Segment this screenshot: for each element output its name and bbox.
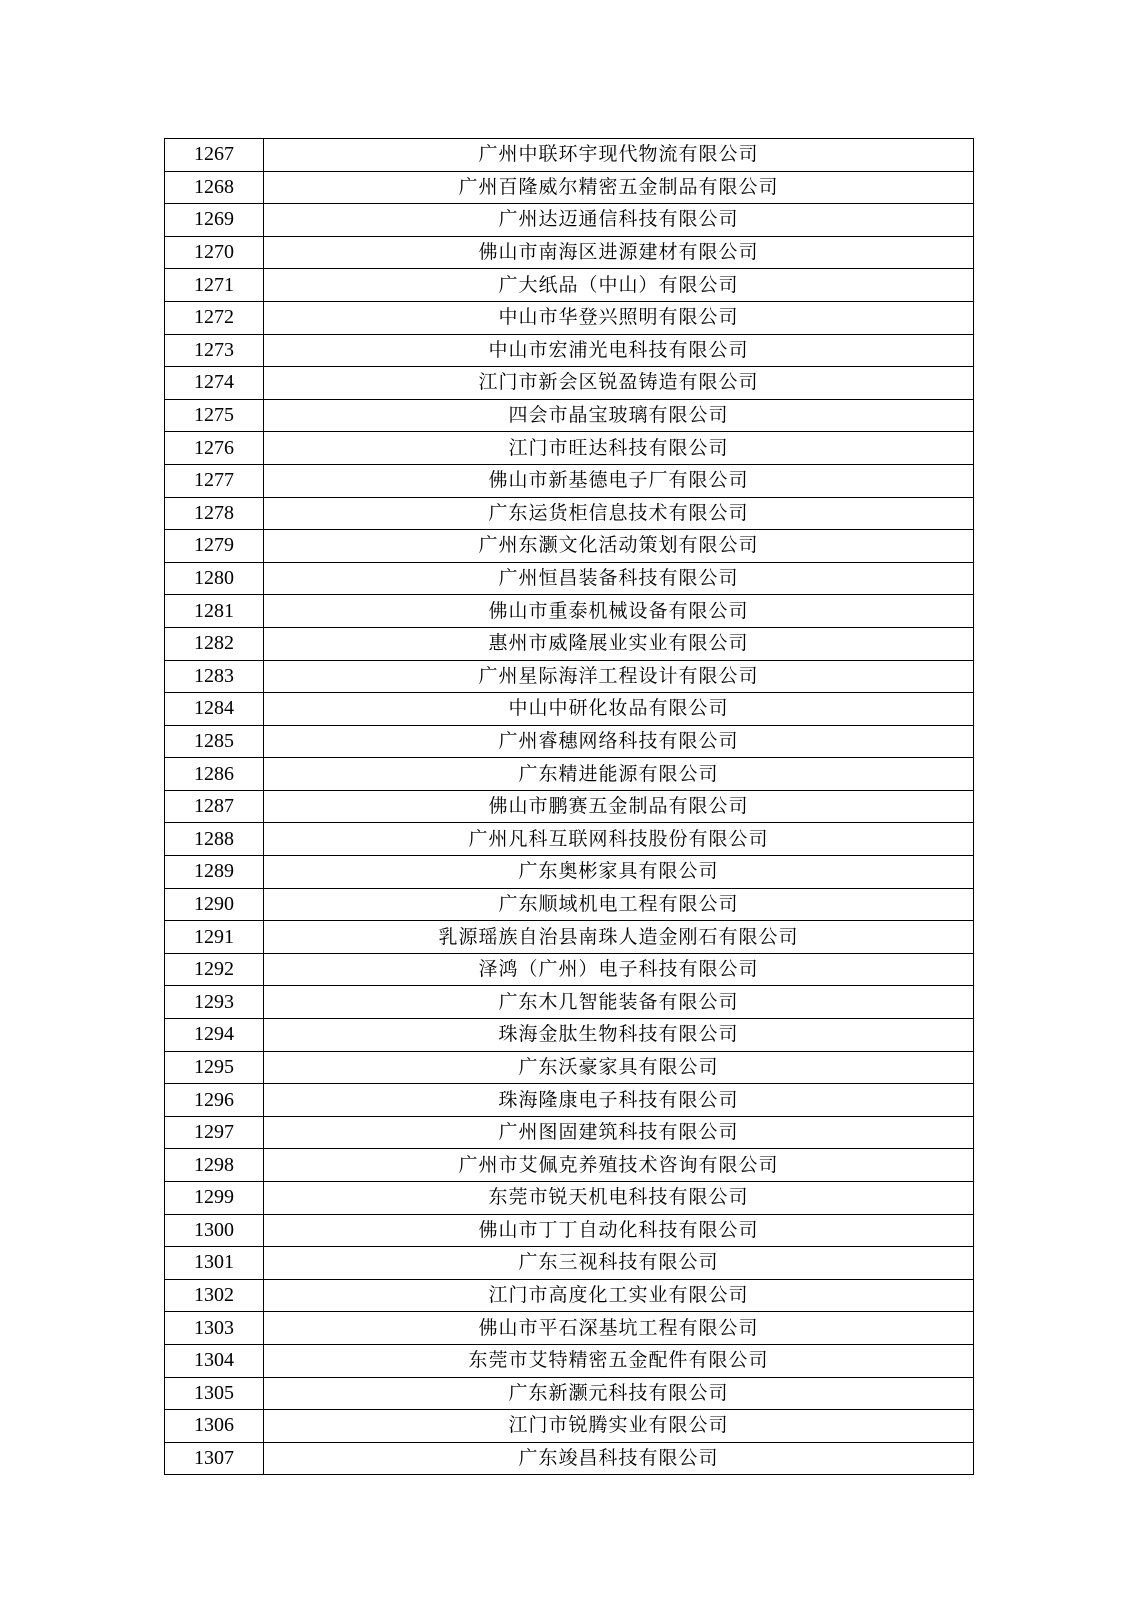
table-row (165, 1442, 974, 1475)
company-name: 广东运货柜信息技术有限公司 (264, 497, 974, 530)
company-name: 广东精进能源有限公司 (264, 758, 974, 791)
table-row (165, 464, 974, 497)
table-row (165, 269, 974, 302)
row-number: 1306 (165, 1410, 264, 1443)
table-row (165, 204, 974, 237)
company-name: 广州凡科互联网科技股份有限公司 (264, 823, 974, 856)
table-row (165, 921, 974, 954)
company-name: 广州睿穗网络科技有限公司 (264, 725, 974, 758)
row-number: 1273 (165, 334, 264, 367)
table-row (165, 236, 974, 269)
company-name: 佛山市丁丁自动化科技有限公司 (264, 1214, 974, 1247)
row-number: 1298 (165, 1149, 264, 1182)
company-name: 珠海隆康电子科技有限公司 (264, 1084, 974, 1117)
table-row (165, 1410, 974, 1443)
company-name: 佛山市南海区进源建材有限公司 (264, 236, 974, 269)
row-number: 1307 (165, 1442, 264, 1475)
table-row (165, 693, 974, 726)
company-name: 佛山市鹏赛五金制品有限公司 (264, 790, 974, 823)
table-body (165, 139, 974, 1475)
table-row (165, 334, 974, 367)
row-number: 1267 (165, 139, 264, 172)
table-row (165, 1214, 974, 1247)
row-number: 1291 (165, 921, 264, 954)
company-name: 广东三视科技有限公司 (264, 1247, 974, 1280)
row-number: 1303 (165, 1312, 264, 1345)
row-number: 1276 (165, 432, 264, 465)
company-name: 广州恒昌装备科技有限公司 (264, 562, 974, 595)
row-number: 1302 (165, 1279, 264, 1312)
row-number: 1272 (165, 301, 264, 334)
company-name: 惠州市威隆展业实业有限公司 (264, 627, 974, 660)
table-row (165, 953, 974, 986)
row-number: 1285 (165, 725, 264, 758)
row-number: 1283 (165, 660, 264, 693)
row-number: 1278 (165, 497, 264, 530)
company-name: 广州达迈通信科技有限公司 (264, 204, 974, 237)
company-name: 广东竣昌科技有限公司 (264, 1442, 974, 1475)
company-name: 江门市新会区锐盈铸造有限公司 (264, 367, 974, 400)
table-row (165, 1051, 974, 1084)
company-name: 中山中研化妆品有限公司 (264, 693, 974, 726)
row-number: 1289 (165, 856, 264, 889)
row-number: 1305 (165, 1377, 264, 1410)
company-name: 广州星际海洋工程设计有限公司 (264, 660, 974, 693)
table-row (165, 1084, 974, 1117)
table-row (165, 823, 974, 856)
company-name: 乳源瑶族自治县南珠人造金刚石有限公司 (264, 921, 974, 954)
row-number: 1294 (165, 1019, 264, 1052)
table-row (165, 301, 974, 334)
table-row (165, 367, 974, 400)
row-number: 1275 (165, 399, 264, 432)
table-row (165, 758, 974, 791)
row-number: 1270 (165, 236, 264, 269)
table-row (165, 986, 974, 1019)
row-number: 1295 (165, 1051, 264, 1084)
row-number: 1282 (165, 627, 264, 660)
company-name: 广东木几智能装备有限公司 (264, 986, 974, 1019)
company-name: 东莞市艾特精密五金配件有限公司 (264, 1344, 974, 1377)
table-row (165, 530, 974, 563)
row-number: 1297 (165, 1116, 264, 1149)
table-row (165, 139, 974, 172)
row-number: 1292 (165, 953, 264, 986)
row-number: 1284 (165, 693, 264, 726)
table-row (165, 399, 974, 432)
company-name: 江门市旺达科技有限公司 (264, 432, 974, 465)
table-row (165, 660, 974, 693)
company-name: 东莞市锐天机电科技有限公司 (264, 1182, 974, 1215)
row-number: 1304 (165, 1344, 264, 1377)
row-number: 1268 (165, 171, 264, 204)
company-name: 广州中联环宇现代物流有限公司 (264, 139, 974, 172)
table-row (165, 627, 974, 660)
company-name: 中山市华登兴照明有限公司 (264, 301, 974, 334)
row-number: 1300 (165, 1214, 264, 1247)
company-name: 江门市高度化工实业有限公司 (264, 1279, 974, 1312)
company-name: 广州图固建筑科技有限公司 (264, 1116, 974, 1149)
table-row (165, 1247, 974, 1280)
company-name: 广东奥彬家具有限公司 (264, 856, 974, 889)
row-number: 1290 (165, 888, 264, 921)
table-row (165, 562, 974, 595)
company-name: 佛山市新基德电子厂有限公司 (264, 464, 974, 497)
company-name: 珠海金肽生物科技有限公司 (264, 1019, 974, 1052)
company-name: 泽鸿（广州）电子科技有限公司 (264, 953, 974, 986)
company-name: 广州百隆威尔精密五金制品有限公司 (264, 171, 974, 204)
company-name: 广东沃豪家具有限公司 (264, 1051, 974, 1084)
company-name: 广东新灏元科技有限公司 (264, 1377, 974, 1410)
table-row (165, 171, 974, 204)
row-number: 1274 (165, 367, 264, 400)
row-number: 1288 (165, 823, 264, 856)
table-row (165, 1149, 974, 1182)
table-row (165, 1312, 974, 1345)
table-row (165, 856, 974, 889)
row-number: 1299 (165, 1182, 264, 1215)
table-row (165, 432, 974, 465)
table-row (165, 1019, 974, 1052)
company-name: 四会市晶宝玻璃有限公司 (264, 399, 974, 432)
company-name: 广州市艾佩克养殖技术咨询有限公司 (264, 1149, 974, 1182)
company-name: 江门市锐腾实业有限公司 (264, 1410, 974, 1443)
table-row (165, 497, 974, 530)
company-name: 佛山市重泰机械设备有限公司 (264, 595, 974, 628)
row-number: 1280 (165, 562, 264, 595)
row-number: 1301 (165, 1247, 264, 1280)
company-name: 中山市宏浦光电科技有限公司 (264, 334, 974, 367)
row-number: 1293 (165, 986, 264, 1019)
row-number: 1279 (165, 530, 264, 563)
table-row (165, 1182, 974, 1215)
company-name: 佛山市平石深基坑工程有限公司 (264, 1312, 974, 1345)
table-row (165, 888, 974, 921)
table-row (165, 1279, 974, 1312)
table-row (165, 1116, 974, 1149)
row-number: 1296 (165, 1084, 264, 1117)
row-number: 1271 (165, 269, 264, 302)
row-number: 1286 (165, 758, 264, 791)
row-number: 1281 (165, 595, 264, 628)
table-row (165, 725, 974, 758)
company-name: 广东顺域机电工程有限公司 (264, 888, 974, 921)
table-row (165, 1377, 974, 1410)
row-number: 1269 (165, 204, 264, 237)
company-name: 广大纸品（中山）有限公司 (264, 269, 974, 302)
table-row (165, 790, 974, 823)
table-row (165, 1344, 974, 1377)
company-list-table (164, 138, 974, 1475)
row-number: 1277 (165, 464, 264, 497)
company-name: 广州东灏文化活动策划有限公司 (264, 530, 974, 563)
row-number: 1287 (165, 790, 264, 823)
table-row (165, 595, 974, 628)
